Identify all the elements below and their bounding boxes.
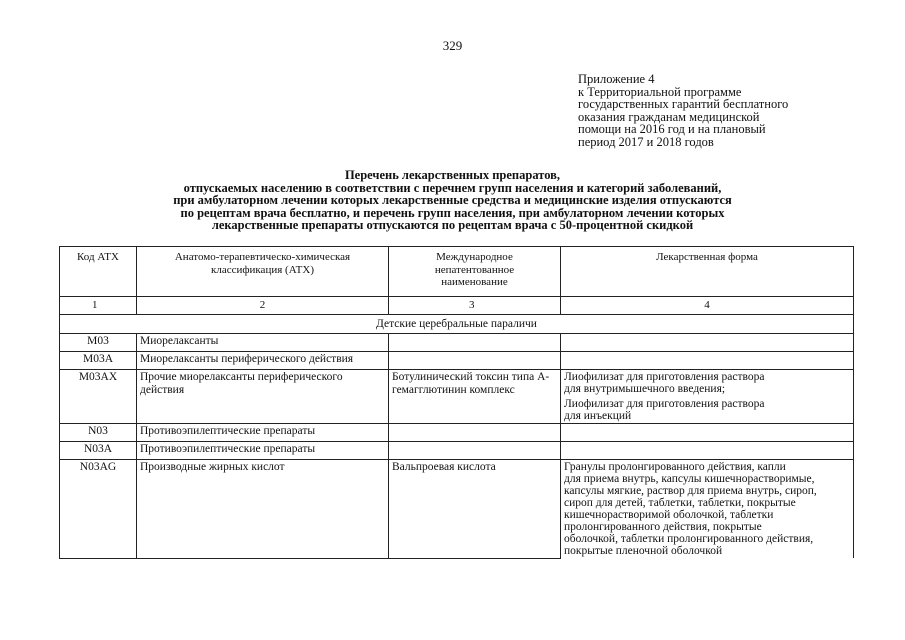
dosage-form-line: сироп для детей, таблетки, таблетки, покрытые [564,497,796,509]
dosage-form [561,424,854,442]
inn: Ботулинический токсин типа А-гемагглютинин комплекс [389,370,561,424]
header-atc-classification: Анатомо-терапевтическо-химическая классификация (АТХ) [137,247,389,297]
table-row [60,442,854,460]
inn: Вальпроевая кислота [389,460,561,559]
title-line: при амбулаторном лечении которых лекарственные средства и медицинские изделия отпускаются [173,193,732,207]
dosage-form [561,460,854,559]
title-line: по рецептам врача бесплатно, и перечень групп населения, при амбулаторном лечении которых [180,205,725,220]
atc-classification: Миорелаксанты [137,334,389,352]
dosage-form-line: Лиофилизат для приготовления раствора [564,371,765,383]
title-line: лекарственные препараты отпускаются по рецептам врача с 50-процентной скидкой [211,218,694,232]
inn [389,424,561,442]
dosage-form-line: Лиофилизат для приготовления раствора [564,398,765,410]
section-title: Детские церебральные параличи [60,315,854,334]
dosage-form-line: кишечнорастворимой оболочкой, таблетки [564,509,774,521]
page-number: 329 [442,38,463,53]
dosage-form [561,352,854,370]
atc-classification: Миорелаксанты периферического действия [137,352,389,370]
appendix-line: государственных гарантий бесплатного [578,97,789,111]
atc-code: M03 [60,334,137,352]
atc-classification: Противоэпилептические препараты [137,424,389,442]
atc-code: N03A [60,442,137,460]
header-dosage-form: Лекарственная форма [561,247,854,297]
appendix-line: к Территориальной программе [578,84,742,99]
appendix-line: оказания гражданам медицинской [578,109,760,124]
header-atc-code: Код АТХ [60,247,137,297]
header-inn: Международное непатентованное наименование [389,247,561,297]
appendix-line: период 2017 и 2018 годов [578,134,714,149]
section-row [60,315,854,334]
dosage-form-line: оболочкой, таблетки пролонгированного действия, [564,533,814,545]
title-line: Перечень лекарственных препаратов, [344,168,561,182]
atc-code: N03AG [60,460,137,559]
atc-classification: Прочие миорелаксанты периферического действия [137,370,389,424]
appendix-line: помощи на 2016 год и на плановый [578,122,766,136]
document-title [0,169,905,232]
table-row [60,334,854,352]
atc-code: M03A [60,352,137,370]
table-row [60,460,854,559]
dosage-form [561,442,854,460]
atc-classification: Производные жирных кислот [137,460,389,559]
column-number-row [60,297,854,315]
title-line: отпускаемых населению в соответствии с перечнем групп населения и категорий заболеваний, [183,180,722,195]
atc-code: M03AX [60,370,137,424]
column-number: 3 [389,297,561,315]
table-header-row [60,247,854,297]
dosage-form-line: для приема внутрь, капсулы кишечнорастворимые, [564,473,815,485]
column-number: 2 [137,297,389,315]
appendix-block [578,73,878,148]
dosage-form-line: покрытые пленочной оболочкой [564,545,723,557]
atc-code: N03 [60,424,137,442]
dosage-form-line: для инъекций [564,410,632,422]
dosage-form-line: пролонгированного действия, покрытые [564,521,762,533]
dosage-form-line: Гранулы пролонгированного действия, капли [564,461,786,473]
appendix-line: Приложение 4 [578,72,655,86]
column-number: 1 [60,297,137,315]
inn [389,334,561,352]
dosage-form [561,370,854,424]
dosage-form-line: капсулы мягкие, раствор для приема внутрь, сироп, [564,485,817,497]
column-number: 4 [561,297,854,315]
table-row [60,424,854,442]
table-row [60,352,854,370]
medication-table [59,246,854,559]
table-row [60,370,854,424]
inn [389,442,561,460]
atc-classification: Противоэпилептические препараты [137,442,389,460]
dosage-form [561,334,854,352]
dosage-form-line: для внутримышечного введения; [564,383,726,395]
inn [389,352,561,370]
